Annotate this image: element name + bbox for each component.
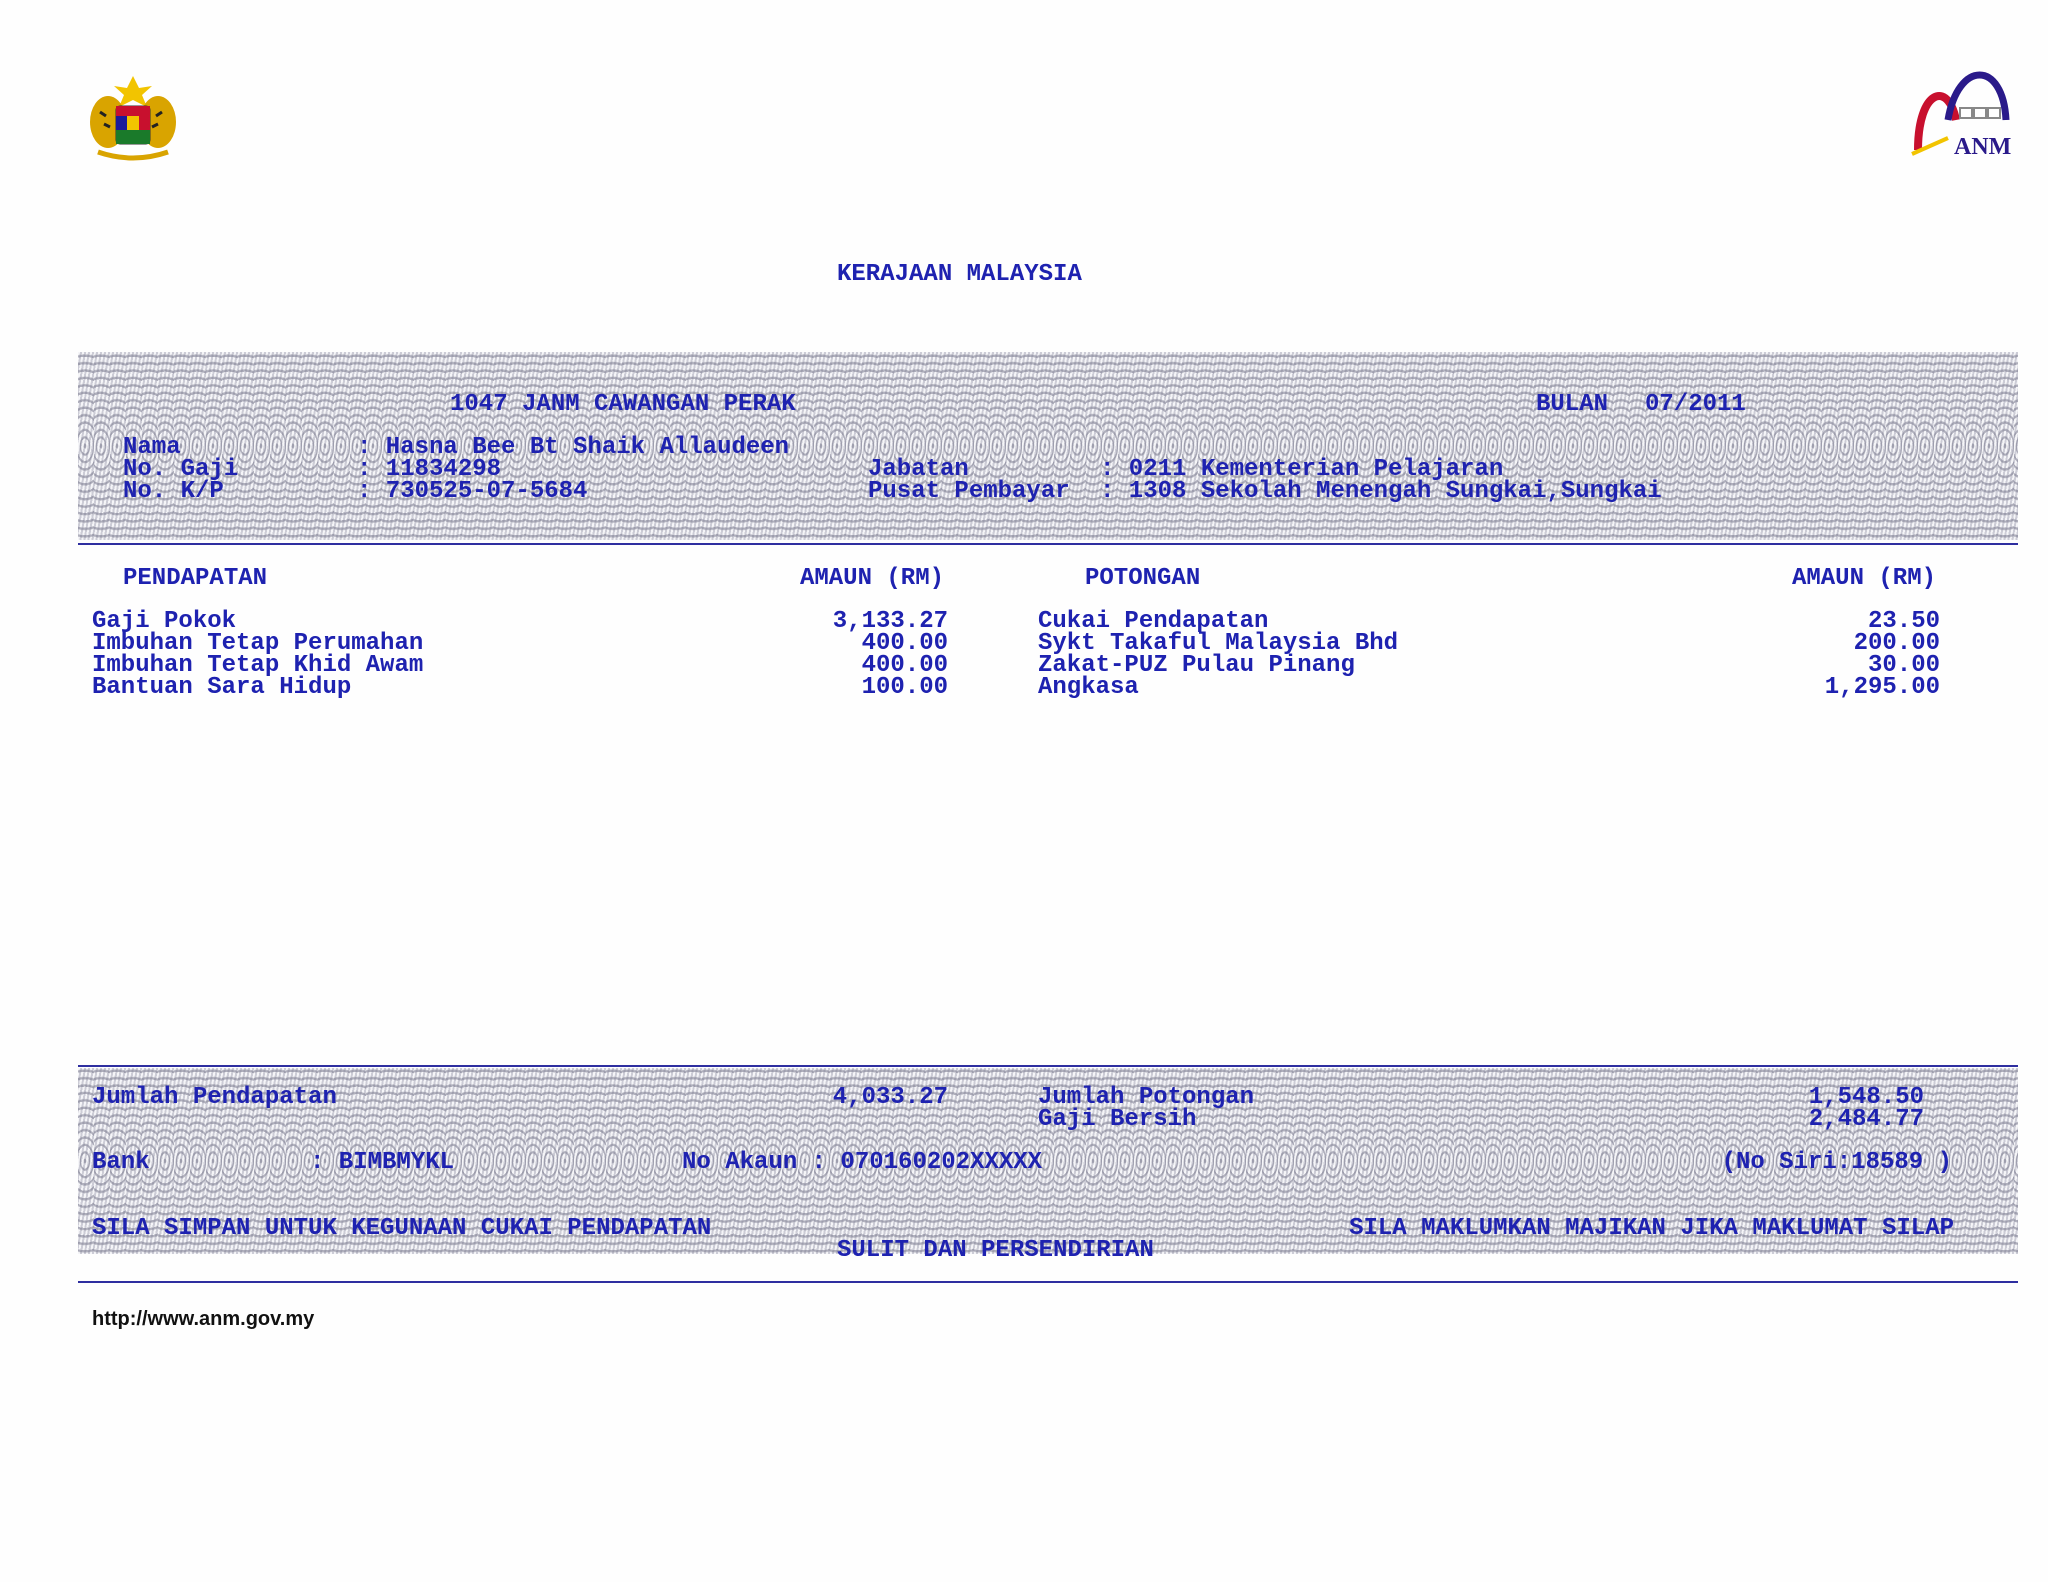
info-divider [78,543,2018,545]
deduction-label: Sykt Takaful Malaysia Bhd [1038,630,1399,657]
page-title: KERAJAAN MALAYSIA [837,261,1082,288]
earnings-amount-header: AMAUN (RM) [799,565,944,592]
deduction-amount: 30.00 [1867,652,1940,679]
confidential-label: SULIT DAN PERSENDIRIAN [837,1237,1154,1264]
nokp-value: : 730525-07-5684 [357,478,588,505]
jabatan-value: : 0211 Kementerian Pelajaran [1100,456,1504,483]
earnings-header: PENDAPATAN [123,565,268,592]
net-salary-label: Gaji Bersih [1038,1106,1197,1133]
bank-value: : BIMBMYKL [310,1149,455,1176]
nogaji-label: No. Gaji [123,456,239,483]
employer-note: SILA MAKLUMKAN MAJIKAN JIKA MAKLUMAT SILAP [1349,1215,1954,1242]
deductions-amount-header: AMAUN (RM) [1791,565,1936,592]
serial-number: (No Siri:18589 ) [1721,1149,1952,1176]
bank-label: Bank [92,1149,150,1176]
account-number: No Akaun : 070160202XXXXX [682,1149,1043,1176]
nama-value: : Hasna Bee Bt Shaik Allaudeen [357,434,790,461]
total-deductions-value: 1,548.50 [1808,1084,1924,1111]
total-earnings-label: Jumlah Pendapatan [92,1084,337,1111]
month-value: 07/2011 [1645,391,1746,418]
anm-logo [1908,50,2016,160]
earning-label: Imbuhan Tetap Perumahan [92,630,424,657]
branch-name: 1047 JANM CAWANGAN PERAK [450,391,796,418]
website-url: http://www.anm.gov.my [92,1308,315,1330]
earning-amount: 400.00 [861,630,948,657]
nogaji-value: : 11834298 [357,456,502,483]
deduction-amount: 1,295.00 [1824,674,1940,701]
malaysia-coat-of-arms-logo [78,72,188,164]
pusat-label: Pusat Pembayar [868,478,1070,505]
earning-amount: 100.00 [861,674,948,701]
jabatan-label: Jabatan [868,456,969,483]
earning-label: Imbuhan Tetap Khid Awam [92,652,424,679]
deduction-label: Zakat-PUZ Pulau Pinang [1038,652,1355,679]
earning-label: Bantuan Sara Hidup [92,674,352,701]
deduction-amount: 200.00 [1853,630,1940,657]
earning-amount: 3,133.27 [832,608,948,635]
deduction-label: Cukai Pendapatan [1038,608,1269,635]
deductions-header: POTONGAN [1085,565,1201,592]
month-label: BULAN [1536,391,1609,418]
total-deductions-label: Jumlah Potongan [1038,1084,1255,1111]
anm-logo-text: ANM [1954,134,2012,160]
total-earnings-value: 4,033.27 [832,1084,948,1111]
totals-divider-top [78,1065,2018,1067]
net-salary-value: 2,484.77 [1808,1106,1924,1133]
earning-amount: 400.00 [861,652,948,679]
earning-label: Gaji Pokok [92,608,237,635]
totals-divider-bottom [78,1281,2018,1283]
pusat-value: : 1308 Sekolah Menengah Sungkai,Sungkai [1100,478,1662,505]
deduction-label: Angkasa [1038,674,1139,701]
tax-note: SILA SIMPAN UNTUK KEGUNAAN CUKAI PENDAPATAN [92,1215,712,1242]
nama-label: Nama [123,434,181,461]
nokp-label: No. K/P [123,478,224,505]
deduction-amount: 23.50 [1867,608,1940,635]
